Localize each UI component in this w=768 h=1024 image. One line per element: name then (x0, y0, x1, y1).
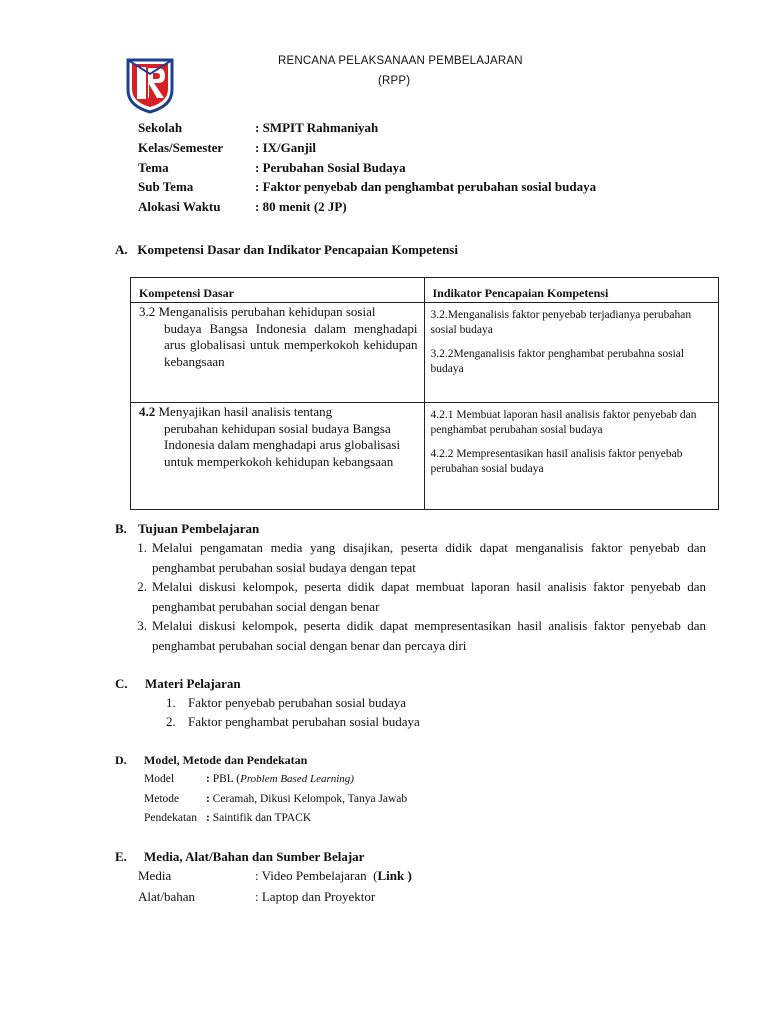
table-header-row (131, 278, 719, 303)
table-col-kd-header: Kompetensi Dasar (139, 286, 234, 300)
media-link-text: Link ) (377, 868, 412, 883)
ipk-item: 3.2.Menganalisis faktor penyebab terjadianya perubahan sosial budaya (430, 309, 692, 336)
media-value (255, 868, 412, 884)
section-c-heading: Materi Pelajaran (145, 676, 241, 691)
row-colon: : (206, 793, 213, 805)
identity-label: Sekolah (138, 120, 183, 135)
row-value: Ceramah, Dikusi Kelompok, Tanya Jawab (212, 793, 408, 805)
identity-value: : Faktor penyebab dan penghambat perubahan sosial budaya (255, 179, 597, 194)
list-number: 1. (137, 540, 147, 555)
section-d-heading: Model, Metode dan Pendekatan (144, 753, 308, 767)
method-row-model (144, 773, 704, 789)
method-row-pendekatan (144, 812, 704, 828)
list-number: 3. (137, 618, 147, 633)
kd-text-cont: perubahan kehidupan sosial budaya Bangsa Indonesia dalam menghadapi arus globalisasi untuk memperkokoh kehidupan kebangsaan (164, 420, 401, 469)
section-e-heading: Media, Alat/Bahan dan Sumber Belajar (144, 849, 365, 864)
list-number: 2. (166, 714, 176, 729)
section-d-letter: D. (115, 753, 127, 767)
kd-number: 4.2 (139, 404, 156, 419)
kd-text-cont: budaya Bangsa Indonesia dalam menghadapi arus globalisasi untuk memperkokoh kehidupan kebangsaan (164, 320, 418, 369)
row-value: PBL ( (212, 773, 241, 785)
list-text: Faktor penyebab perubahan sosial budaya (188, 695, 407, 710)
identity-value: : SMPIT Rahmaniyah (255, 120, 379, 135)
ipk-item: 4.2.1 Membuat laporan hasil analisis faktor penyebab dan penghambat perubahan sosial budaya (430, 409, 697, 436)
kd-number: 3.2 (139, 304, 156, 319)
table-col-ipk-header: Indikator Pencapaian Kompetensi (432, 286, 609, 300)
media-label: Media (138, 868, 172, 883)
identity-label: Kelas/Semester (138, 140, 224, 155)
row-value: Saintifik dan TPACK (212, 812, 312, 824)
list-item (130, 577, 706, 616)
list-text: Melalui diskusi kelompok, peserta didik dapat membuat laporan hasil analisis faktor penyebab dan penghambat perubahan social dengan benar (152, 579, 706, 614)
list-text: Faktor penghambat perubahan sosial budaya (188, 714, 420, 729)
identity-value: : IX/Ganjil (255, 140, 317, 155)
row-label: Pendekatan (144, 812, 198, 824)
alat-label: Alat/bahan (138, 889, 196, 904)
section-b-heading: Tujuan Pembelajaran (138, 521, 260, 536)
list-item (130, 616, 706, 655)
list-text: Melalui diskusi kelompok, peserta didik dapat mempresentasikan hasil analisis faktor penyebab dan penghambat perubahan social dengan benar dan percaya diri (152, 618, 706, 653)
school-logo (124, 56, 176, 114)
row-value-italic: Problem Based Learning) (240, 773, 354, 785)
row-colon: : (206, 812, 213, 824)
identity-label: Tema (138, 160, 169, 175)
list-number: 2. (137, 579, 147, 594)
method-row-metode (144, 793, 704, 809)
list-number: 1. (166, 695, 176, 710)
row-label: Metode (144, 793, 180, 805)
objectives-list (130, 538, 706, 655)
media-value-text: : Video Pembelajaran ( (255, 868, 378, 883)
kd-text: Menganalisis perubahan kehidupan sosial (158, 304, 376, 319)
document-subtitle: (RPP) (378, 75, 411, 87)
table-row (131, 303, 719, 403)
section-e-letter: E. (115, 849, 127, 864)
document-title: RENCANA PELAKSANAAN PEMBELAJARAN (278, 55, 523, 67)
alat-value: : Laptop dan Proyektor (255, 889, 376, 904)
kd-text: Menyajikan hasil analisis tentang (158, 404, 333, 419)
section-b-letter: B. (115, 521, 127, 536)
list-item (130, 538, 706, 577)
identity-value: : 80 menit (2 JP) (255, 199, 347, 214)
section-c-letter: C. (115, 676, 128, 691)
ipk-item: 3.2.2Menganalisis faktor penghambat perubahna sosial budaya (430, 348, 685, 375)
identity-label: Sub Tema (138, 179, 194, 194)
section-a-heading: A. Kompetensi Dasar dan Indikator Pencapaian Kompetensi (115, 242, 458, 257)
row-colon: : (206, 773, 213, 785)
competency-table (130, 277, 719, 510)
ipk-item: 4.2.2 Mempresentasikan hasil analisis faktor penyebab perubahan sosial budaya (430, 448, 683, 475)
row-label: Model (144, 773, 175, 785)
identity-value: : Perubahan Sosial Budaya (255, 160, 406, 175)
table-row (131, 403, 719, 510)
list-text: Melalui pengamatan media yang disajikan, peserta didik dapat menganalisis faktor penyebab dan penghambat perubahan sosial budaya dengan tepat (152, 540, 706, 575)
identity-label: Alokasi Waktu (138, 199, 221, 214)
